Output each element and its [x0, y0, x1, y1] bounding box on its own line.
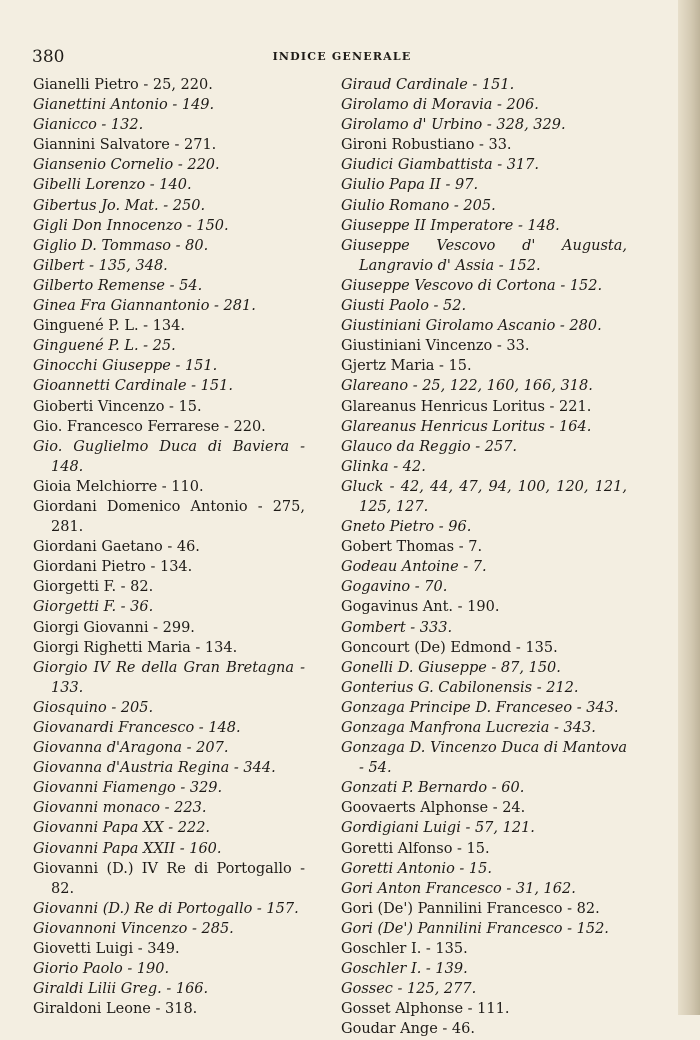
index-entry: Girolamo di Moravia - 206. — [341, 97, 539, 114]
index-entry: Goncourt (De) Edmond - 135. — [341, 639, 558, 656]
index-entry: Gio. Francesco Ferrarese - 220. — [33, 418, 266, 435]
index-entry: Gianettini Antonio - 149. — [33, 97, 215, 114]
index-entry: Giovanni (D.) IV Re di Portogallo - 82. — [33, 860, 305, 897]
index-entry: Gigli Don Innocenzo - 150. — [33, 217, 229, 234]
index-entry: Goretti Alfonso - 15. — [341, 840, 490, 857]
index-entry: Giorgi Righetti Maria - 134. — [33, 639, 238, 656]
index-entry: Ginguené P. L. - 25. — [33, 338, 176, 355]
index-entry: Gioia Melchiorre - 110. — [33, 478, 204, 495]
index-entry: Giovanna d'Aragona - 207. — [33, 740, 229, 757]
index-entry: Ginguené P. L. - 134. — [33, 318, 185, 335]
index-entry: Gori (De') Pannilini Francesco - 152. — [341, 920, 609, 937]
index-entry: Goretti Antonio - 15. — [341, 860, 492, 877]
index-entry: Gneto Pietro - 96. — [341, 519, 472, 536]
index-entry: Glinka - 42. — [341, 458, 426, 475]
index-entry: Glauco da Reggio - 257. — [341, 438, 518, 455]
index-entry: Gosset Alphonse - 111. — [341, 1001, 510, 1018]
index-entry: Giordani Gaetano - 46. — [33, 539, 200, 556]
index-entry: Gonelli D. Giuseppe - 87, 150. — [341, 659, 561, 676]
index-entry: Giovanardi Francesco - 148. — [33, 720, 241, 736]
index-entry: Gonterius G. Cabilonensis - 212. — [341, 679, 579, 696]
index-entry: Glareano - 25, 122, 160, 166, 318. — [341, 378, 593, 395]
index-entry: Giovanni (D.) Re di Portogallo - 157. — [33, 900, 299, 917]
index-entry: Giovanni Fiamengo - 329. — [33, 780, 223, 797]
index-entry: Gombert - 333. — [341, 619, 453, 636]
index-entry: Giustiniani Girolamo Ascanio - 280. — [341, 318, 602, 335]
index-entry: Giovetti Luigi - 349. — [33, 941, 180, 958]
index-entry: Goudar Ange - 46. — [341, 1021, 475, 1038]
index-entry: Giglio D. Tommaso - 80. — [33, 237, 209, 254]
index-entry: Gironi Robustiano - 33. — [341, 137, 512, 154]
index-entry: Giulio Romano - 205. — [341, 197, 496, 214]
index-entry: Gori (De') Pannilini Francesco - 82. — [341, 900, 600, 917]
index-entry: Giansenio Cornelio - 220. — [33, 157, 220, 174]
index-entry: Gioberti Vincenzo - 15. — [33, 398, 202, 415]
index-entry: Goschler I. - 135. — [341, 941, 468, 958]
index-entry: Gibertus Jo. Mat. - 250. — [33, 197, 206, 214]
index-entry: Giusti Paolo - 52. — [341, 298, 467, 315]
index-entry: Godeau Antoine - 7. — [341, 559, 487, 576]
index-entry: Giuseppe Vescovo d' Augusta, Langravio d' Assia - 152. — [341, 237, 627, 274]
index-entry: Gonzaga Manfrona Lucrezia - 343. — [341, 720, 596, 736]
index-entry: Gonzati P. Bernardo - 60. — [341, 780, 525, 797]
index-entry: Giustiniani Vincenzo - 33. — [341, 338, 530, 355]
index-entry: Giorio Paolo - 190. — [33, 961, 170, 978]
index-entry: Giordani Domenico Antonio - 275, 281. — [33, 498, 305, 536]
index-entry: Giraldoni Leone - 318. — [33, 1001, 198, 1018]
index-entry: Giorgetti F. - 36. — [33, 599, 154, 616]
index-entry: Gonzaga D. Vincenzo Duca di Mantova - 54. — [341, 740, 627, 777]
index-entry: Gonzaga Principe D. Franceseo - 343. — [341, 699, 619, 716]
index-entry: Goovaerts Alphonse - 24. — [341, 800, 526, 817]
index-entry: Ginea Fra Giannantonio - 281. — [33, 298, 256, 315]
page-header — [32, 46, 652, 68]
index-entry: Gogavinus Ant. - 190. — [341, 599, 500, 616]
index-column-right — [341, 75, 627, 1040]
index-entry: Glareanus Henricus Loritus - 164. — [341, 418, 592, 435]
index-entry: Giannini Salvatore - 271. — [33, 137, 217, 154]
index-entry: Giudici Giambattista - 317. — [341, 157, 539, 174]
index-entry: Giorgetti F. - 82. — [33, 579, 154, 596]
index-entry: Giordani Pietro - 134. — [33, 559, 193, 576]
index-entry: Giovanna d'Austria Regina - 344. — [33, 760, 276, 777]
index-entry: Giosquino - 205. — [33, 699, 154, 716]
index-entry: Gogavino - 70. — [341, 579, 448, 596]
index-entry: Gordigiani Luigi - 57, 121. — [341, 820, 535, 837]
index-entry: Gibelli Lorenzo - 140. — [33, 177, 192, 194]
index-entry: Giuseppe Vescovo di Cortona - 152. — [341, 277, 603, 294]
index-entry: Giorgi Giovanni - 299. — [33, 619, 195, 636]
index-entry: Giuseppe II Imperatore - 148. — [341, 217, 560, 234]
index-entry: Giraldi Lilii Greg. - 166. — [33, 981, 209, 998]
index-entry: Ginocchi Giuseppe - 151. — [33, 358, 218, 375]
index-entry: Gobert Thomas - 7. — [341, 539, 483, 556]
index-entry: Giorgio IV Re della Gran Bretagna - 133. — [33, 659, 305, 696]
index-entry: Gianelli Pietro - 25, 220. — [33, 77, 213, 93]
index-entry: Gilberto Remense - 54. — [33, 277, 203, 294]
index-entry: Gjertz Maria - 15. — [341, 358, 472, 375]
index-entry: Gilbert - 135, 348. — [33, 257, 168, 274]
index-entry: Giovanni monaco - 223. — [33, 800, 207, 817]
index-entry: Gioannetti Cardinale - 151. — [33, 378, 233, 395]
index-entry: Giovannoni Vincenzo - 285. — [33, 920, 234, 937]
index-entry: Giovanni Papa XXII - 160. — [33, 840, 222, 857]
index-entry: Gluck - 42, 44, 47, 94, 100, 120, 121, 125, 127. — [341, 478, 627, 515]
index-entry: Giulio Papa II - 97. — [341, 177, 479, 194]
index-entry: Gori Anton Francesco - 31, 162. — [341, 880, 576, 897]
running-title: INDICE GENERALE — [272, 50, 412, 63]
index-entry: Giraud Cardinale - 151. — [341, 77, 515, 93]
page-edge — [678, 0, 700, 1015]
index-column-left — [33, 75, 305, 1019]
index-entry: Gio. Guglielmo Duca di Baviera - 148. — [33, 438, 305, 475]
index-entry: Giovanni Papa XX - 222. — [33, 820, 211, 837]
index-entry: Girolamo d' Urbino - 328, 329. — [341, 117, 566, 134]
index-entry: Gossec - 125, 277. — [341, 981, 477, 998]
index-entry: Glareanus Henricus Loritus - 221. — [341, 398, 592, 415]
page-number: 380 — [32, 47, 65, 67]
index-entry: Goschler I. - 139. — [341, 961, 468, 978]
index-entry: Gianicco - 132. — [33, 117, 144, 134]
